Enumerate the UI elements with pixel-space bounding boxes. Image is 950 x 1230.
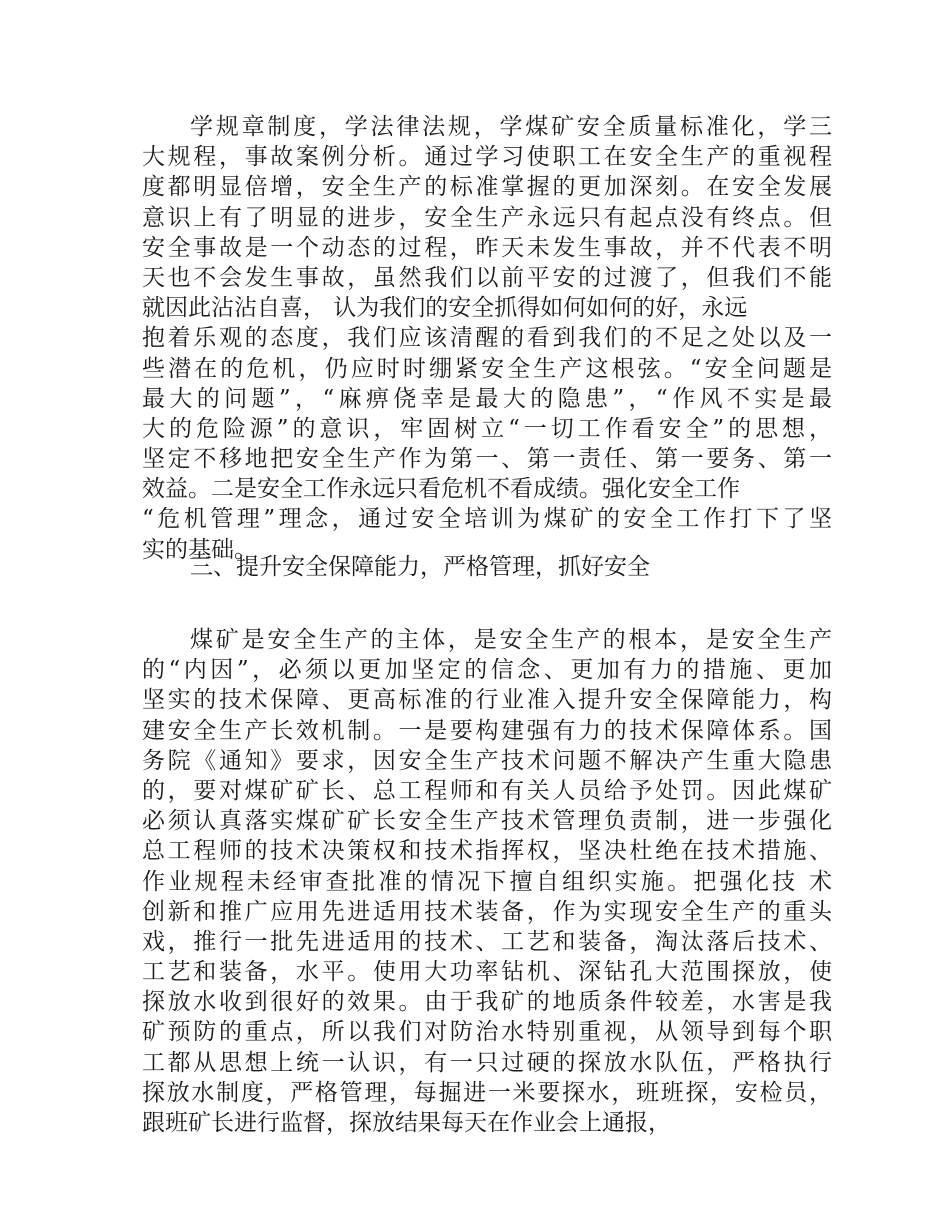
text-line: 跟班矿长进行监督，探放结果每天在作业会上通报， [142,1110,671,1136]
text-line: 作业规程未经审查批准的情况下擅自组织实施。把强化技 术 [142,868,832,895]
text-line: 度都明显倍增，安全生产的标准掌握的更加深刻。在安全发展 [142,174,832,201]
text-line: 抱着乐观的态度，我们应该清醒的看到我们的不足之处以及一 [142,325,832,352]
text-line: 实的基础。 [142,536,257,563]
text-line: 创新和推广应用先进适用技术装备，作为实现安全生产的重头 [142,898,832,925]
paragraph-safety-assurance [142,625,832,1138]
text-line: 安全事故是一个动态的过程，昨天未发生事故，并不代表不明 [142,234,832,261]
text-line: 意识上有了明显的进步，安全生产永远只有起点没有终点。但 [142,204,832,231]
text-line: 坚实的技术保障、更高标准的行业准入提升安全保障能力，构 [142,687,832,714]
text-line: 探放水制度，严格管理，每掘进一米要探水，班班探，安检员， [142,1079,832,1106]
text-line: 工艺和装备，水平。使用大功率钻机、深钻孔大范围探放，使 [142,959,832,986]
paragraph-safety-training [142,112,832,565]
text-line: 最大的问题”，“麻痹侥幸是最大的隐患”，“作风不实是最 [142,385,832,412]
text-line: 探放水收到很好的效果。由于我矿的地质条件较差，水害是我 [142,989,832,1016]
text-line: 建安全生产长效机制。一是要构建强有力的技术保障体系。国 [142,717,832,744]
text-line: 务院《通知》要求，因安全生产技术问题不解决产生重大隐患 [142,747,832,774]
text-line: 些潜在的危机，仍应时时绷紧安全生产这根弦。“安全问题是 [142,355,832,382]
text-line: 大的危险源”的意识，牢固树立“一切工作看安全”的思想， [142,415,832,442]
text-line: 必须认真落实煤矿矿长安全生产技术管理负责制，进一步强化 [142,808,832,835]
text-line: 天也不会发生事故，虽然我们以前平安的过渡了，但我们不能 [142,264,832,291]
text-line: 煤矿是安全生产的主体，是安全生产的根本，是安全生产 [190,627,832,653]
text-line: 效益。二是安全工作永远只看危机不看成绩。强化安全工作 [142,476,740,503]
text-line: 就因此沾沾自喜， 认为我们的安全抓得如何如何的好，永远 [142,295,748,322]
text-line: 工都从思想上统一认识，有一只过硬的探放水队伍，严格执行 [142,1049,832,1076]
text-line: 大规程，事故案例分析。通过学习使职工在安全生产的重视程 [142,144,832,171]
text-line: 的“内因”，必须以更加坚定的信念、更加有力的措施、更加 [142,657,832,684]
text-line: “危机管理”理念，通过安全培训为煤矿的安全工作打下了坚 [142,506,832,533]
text-line: 的，要对煤矿矿长、总工程师和有关人员给予处罚。因此煤矿 [142,777,832,804]
text-line: 总工程师的技术决策权和技术指挥权，坚决杜绝在技术措施、 [142,838,832,865]
text-line: 学规章制度，学法律法规，学煤矿安全质量标准化，学三 [190,114,832,140]
section-heading [142,552,832,582]
text-line: 坚定不移地把安全生产作为第一、第一责任、第一要务、第一 [142,446,832,473]
text-line: 戏，推行一批先进适用的技术、工艺和装备，淘汰落后技术、 [142,928,832,955]
text-line: 矿预防的重点，所以我们对防治水特别重视，从领导到每个职 [142,1019,832,1046]
section-heading-text: 三、提升安全保障能力，严格管理，抓好安全 [190,554,650,580]
